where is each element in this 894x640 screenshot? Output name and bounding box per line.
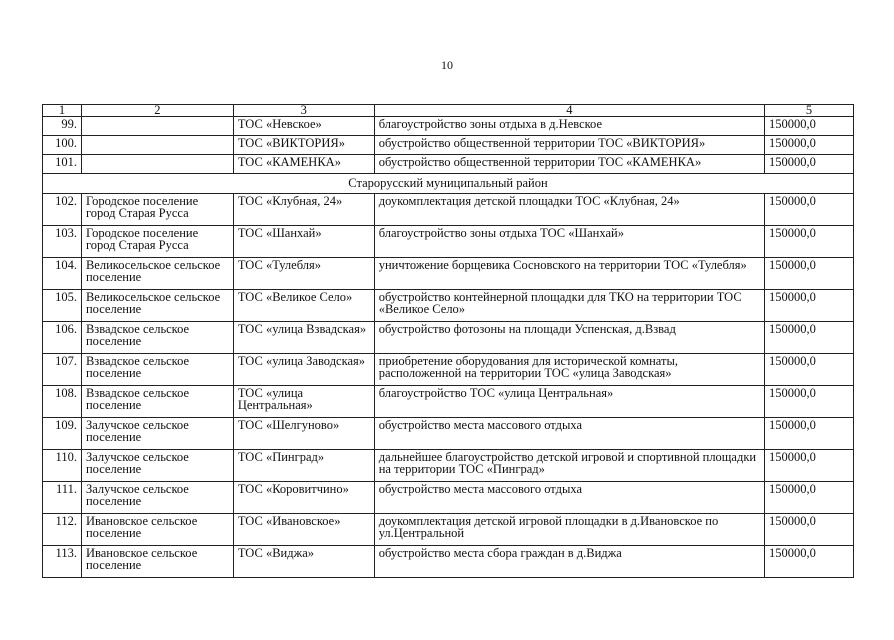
activity-cell: благоустройство зоны отдыха ТОС «Шанхай»	[374, 226, 764, 258]
amount-cell: 150000,0	[765, 155, 854, 174]
activity-cell: благоустройство зоны отдыха в д.Невское	[374, 117, 764, 136]
tos-cell: ТОС «улица Взвадская»	[233, 322, 374, 354]
activity-cell: обустройство места массового отдыха	[374, 418, 764, 450]
row-number: 103.	[43, 226, 82, 258]
column-number-3: 3	[233, 105, 374, 117]
settlement-cell: Взвадское сельское поселение	[81, 354, 233, 386]
amount-cell: 150000,0	[765, 482, 854, 514]
tos-cell: ТОС «КАМЕНКА»	[233, 155, 374, 174]
row-number: 106.	[43, 322, 82, 354]
row-number: 99.	[43, 117, 82, 136]
table-row	[43, 386, 854, 418]
table-row	[43, 290, 854, 322]
row-number: 105.	[43, 290, 82, 322]
table-row	[43, 514, 854, 546]
table-header-row	[43, 105, 854, 117]
activity-cell: обустройство места массового отдыха	[374, 482, 764, 514]
table-row	[43, 136, 854, 155]
settlement-cell: Городское поселение город Старая Русса	[81, 194, 233, 226]
row-number: 110.	[43, 450, 82, 482]
row-number: 104.	[43, 258, 82, 290]
table-row	[43, 117, 854, 136]
activity-cell: обустройство общественной территории ТОС «КАМЕНКА»	[374, 155, 764, 174]
row-number: 112.	[43, 514, 82, 546]
activity-cell: благоустройство ТОС «улица Центральная»	[374, 386, 764, 418]
amount-cell: 150000,0	[765, 354, 854, 386]
row-number: 101.	[43, 155, 82, 174]
page-number: 10	[441, 58, 453, 72]
settlement-cell: Великосельское сельское поселение	[81, 258, 233, 290]
table-row	[43, 194, 854, 226]
row-number: 109.	[43, 418, 82, 450]
tos-cell: ТОС «Шелгуново»	[233, 418, 374, 450]
table-row	[43, 450, 854, 482]
settlement-cell: Залучское сельское поселение	[81, 418, 233, 450]
tos-cell: ТОС «Коровитчино»	[233, 482, 374, 514]
activity-cell: дальнейшее благоустройство детской игровой и спортивной площадки на территории ТОС «Пинград»	[374, 450, 764, 482]
amount-cell: 150000,0	[765, 290, 854, 322]
row-number: 107.	[43, 354, 82, 386]
settlement-cell	[81, 117, 233, 136]
column-number-2: 2	[81, 105, 233, 117]
settlement-cell: Ивановское сельское поселение	[81, 514, 233, 546]
table-row	[43, 418, 854, 450]
section-row	[43, 174, 854, 194]
table-row	[43, 226, 854, 258]
table-row	[43, 482, 854, 514]
table-row	[43, 258, 854, 290]
settlement-cell: Великосельское сельское поселение	[81, 290, 233, 322]
tos-cell: ТОС «ВИКТОРИЯ»	[233, 136, 374, 155]
activity-cell: обустройство места сбора граждан в д.Виджа	[374, 546, 764, 578]
table-row	[43, 155, 854, 174]
activity-cell: обустройство контейнерной площадки для ТКО на территории ТОС «Великое Село»	[374, 290, 764, 322]
settlement-cell	[81, 155, 233, 174]
settlement-cell	[81, 136, 233, 155]
row-number: 102.	[43, 194, 82, 226]
amount-cell: 150000,0	[765, 194, 854, 226]
tos-cell: ТОС «Виджа»	[233, 546, 374, 578]
amount-cell: 150000,0	[765, 258, 854, 290]
amount-cell: 150000,0	[765, 136, 854, 155]
table-row	[43, 546, 854, 578]
row-number: 100.	[43, 136, 82, 155]
activity-cell: обустройство общественной территории ТОС «ВИКТОРИЯ»	[374, 136, 764, 155]
settlement-cell: Залучское сельское поселение	[81, 482, 233, 514]
amount-cell: 150000,0	[765, 546, 854, 578]
amount-cell: 150000,0	[765, 450, 854, 482]
settlement-cell: Взвадское сельское поселение	[81, 322, 233, 354]
column-number-5: 5	[765, 105, 854, 117]
activity-cell: уничтожение борщевика Сосновского на территории ТОС «Тулебля»	[374, 258, 764, 290]
tos-cell: ТОС «Тулебля»	[233, 258, 374, 290]
row-number: 113.	[43, 546, 82, 578]
tos-cell: ТОС «Клубная, 24»	[233, 194, 374, 226]
tos-cell: ТОС «улица Заводская»	[233, 354, 374, 386]
tos-cell: ТОС «Великое Село»	[233, 290, 374, 322]
amount-cell: 150000,0	[765, 322, 854, 354]
tos-cell: ТОС «улица Центральная»	[233, 386, 374, 418]
tos-cell: ТОС «Невское»	[233, 117, 374, 136]
table-row	[43, 322, 854, 354]
section-title: Старорусский муниципальный район	[43, 174, 854, 194]
tos-cell: ТОС «Шанхай»	[233, 226, 374, 258]
settlement-cell: Залучское сельское поселение	[81, 450, 233, 482]
tos-cell: ТОС «Ивановское»	[233, 514, 374, 546]
amount-cell: 150000,0	[765, 418, 854, 450]
column-number-1: 1	[43, 105, 82, 117]
activity-cell: доукомплектация детской игровой площадки в д.Ивановское по ул.Центральной	[374, 514, 764, 546]
settlement-cell: Взвадское сельское поселение	[81, 386, 233, 418]
activity-cell: обустройство фотозоны на площади Успенская, д.Взвад	[374, 322, 764, 354]
settlement-cell: Ивановское сельское поселение	[81, 546, 233, 578]
grants-table	[42, 104, 854, 578]
activity-cell: приобретение оборудования для исторической комнаты, расположенной на территории ТОС «улица Заводская»	[374, 354, 764, 386]
table-row	[43, 354, 854, 386]
amount-cell: 150000,0	[765, 226, 854, 258]
amount-cell: 150000,0	[765, 117, 854, 136]
row-number: 111.	[43, 482, 82, 514]
activity-cell: доукомплектация детской площадки ТОС «Клубная, 24»	[374, 194, 764, 226]
column-number-4: 4	[374, 105, 764, 117]
tos-cell: ТОС «Пинград»	[233, 450, 374, 482]
amount-cell: 150000,0	[765, 386, 854, 418]
amount-cell: 150000,0	[765, 514, 854, 546]
row-number: 108.	[43, 386, 82, 418]
settlement-cell: Городское поселение город Старая Русса	[81, 226, 233, 258]
